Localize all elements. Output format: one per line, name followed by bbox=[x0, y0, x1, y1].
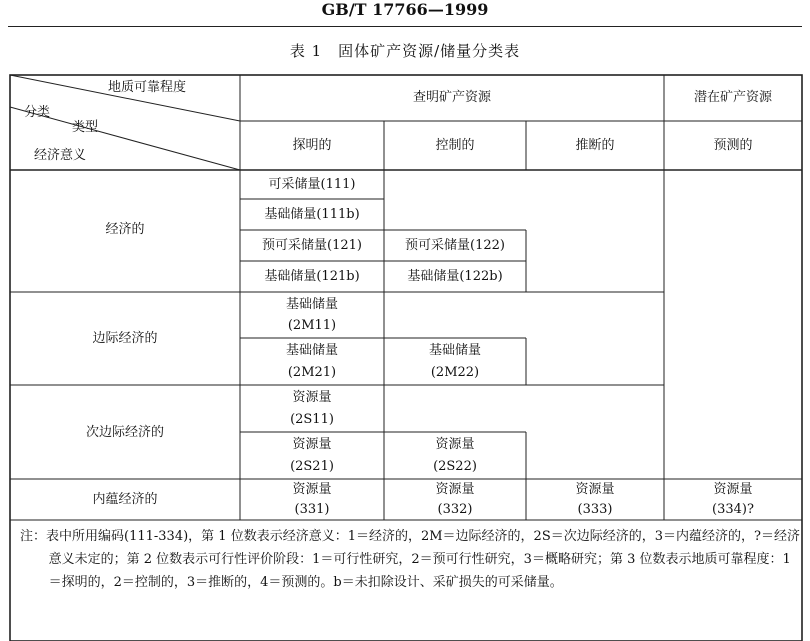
table-note-text: 注：表中所用编码(111-334)，第 1 位数表示经济意义：1＝经济的，2M＝边际经济的，2S＝次边际经济的，3＝内蕴经济的，?＝经济意义未定的；第 2 位数表示可行性评价阶段：1＝可行性研究，2＝预可行性研究，3＝概略研究；第 3 位数表示地质可靠程度：1＝探明的，2＝控制的，3＝推断的，4＝预测的。b＝未扣除设计、采矿损失的可采储量。 bbox=[20, 529, 800, 590]
cell-121b: 基础储量(121b) bbox=[264, 269, 360, 284]
corner-category-label: 分类 bbox=[24, 105, 51, 120]
cell-2m11-code: (2M11) bbox=[287, 318, 337, 333]
cell-2s11-code: (2S11) bbox=[290, 412, 334, 427]
cell-331-title: 资源量 bbox=[292, 482, 332, 497]
col-inferred: 推断的 bbox=[575, 138, 615, 153]
cell-111: 可采储量(111) bbox=[268, 177, 356, 192]
col-explored: 探明的 bbox=[292, 138, 332, 153]
table-note bbox=[20, 525, 802, 594]
cell-2m22-title: 基础储量 bbox=[428, 343, 481, 358]
cell-2s22-code: (2S22) bbox=[433, 459, 477, 474]
cell-2s21-code: (2S21) bbox=[290, 459, 334, 474]
cell-2m11-title: 基础储量 bbox=[285, 297, 338, 312]
identified-resources-header: 查明矿产资源 bbox=[412, 90, 491, 105]
cell-332-code: (332) bbox=[437, 502, 473, 517]
cell-2s21-title: 资源量 bbox=[292, 437, 332, 452]
col-predicted: 预测的 bbox=[713, 138, 753, 153]
cell-334-title: 资源量 bbox=[713, 482, 753, 497]
standard-number: GB/T 17766—1999 bbox=[321, 0, 489, 19]
cell-2m21-title: 基础储量 bbox=[285, 343, 338, 358]
corner-geo-label: 地质可靠程度 bbox=[108, 80, 187, 95]
cell-334-code: (334)? bbox=[712, 502, 754, 517]
row-submarginal: 次边际经济的 bbox=[85, 425, 164, 440]
cell-333-title: 资源量 bbox=[575, 482, 615, 497]
cell-111b: 基础储量(111b) bbox=[264, 207, 360, 222]
corner-type-label: 类型 bbox=[72, 120, 99, 135]
cell-333-code: (333) bbox=[577, 502, 613, 517]
cell-121: 预可采储量(121) bbox=[262, 238, 362, 253]
potential-resources-header: 潜在矿产资源 bbox=[693, 90, 772, 105]
cell-332-title: 资源量 bbox=[435, 482, 475, 497]
corner-econ-label: 经济意义 bbox=[34, 148, 87, 163]
cell-2m22-code: (2M22) bbox=[430, 365, 480, 380]
col-controlled: 控制的 bbox=[435, 138, 475, 153]
cell-2s11-title: 资源量 bbox=[292, 390, 332, 405]
row-marginal: 边际经济的 bbox=[92, 331, 158, 346]
cell-122: 预可采储量(122) bbox=[405, 238, 505, 253]
row-intrinsic: 内蕴经济的 bbox=[92, 492, 158, 507]
cell-2s22-title: 资源量 bbox=[435, 437, 475, 452]
cell-122b: 基础储量(122b) bbox=[407, 269, 503, 284]
row-economic: 经济的 bbox=[105, 222, 145, 237]
table-caption: 表 1 固体矿产资源/储量分类表 bbox=[289, 42, 521, 60]
cell-331-code: (331) bbox=[294, 502, 330, 517]
cell-2m21-code: (2M21) bbox=[287, 365, 337, 380]
